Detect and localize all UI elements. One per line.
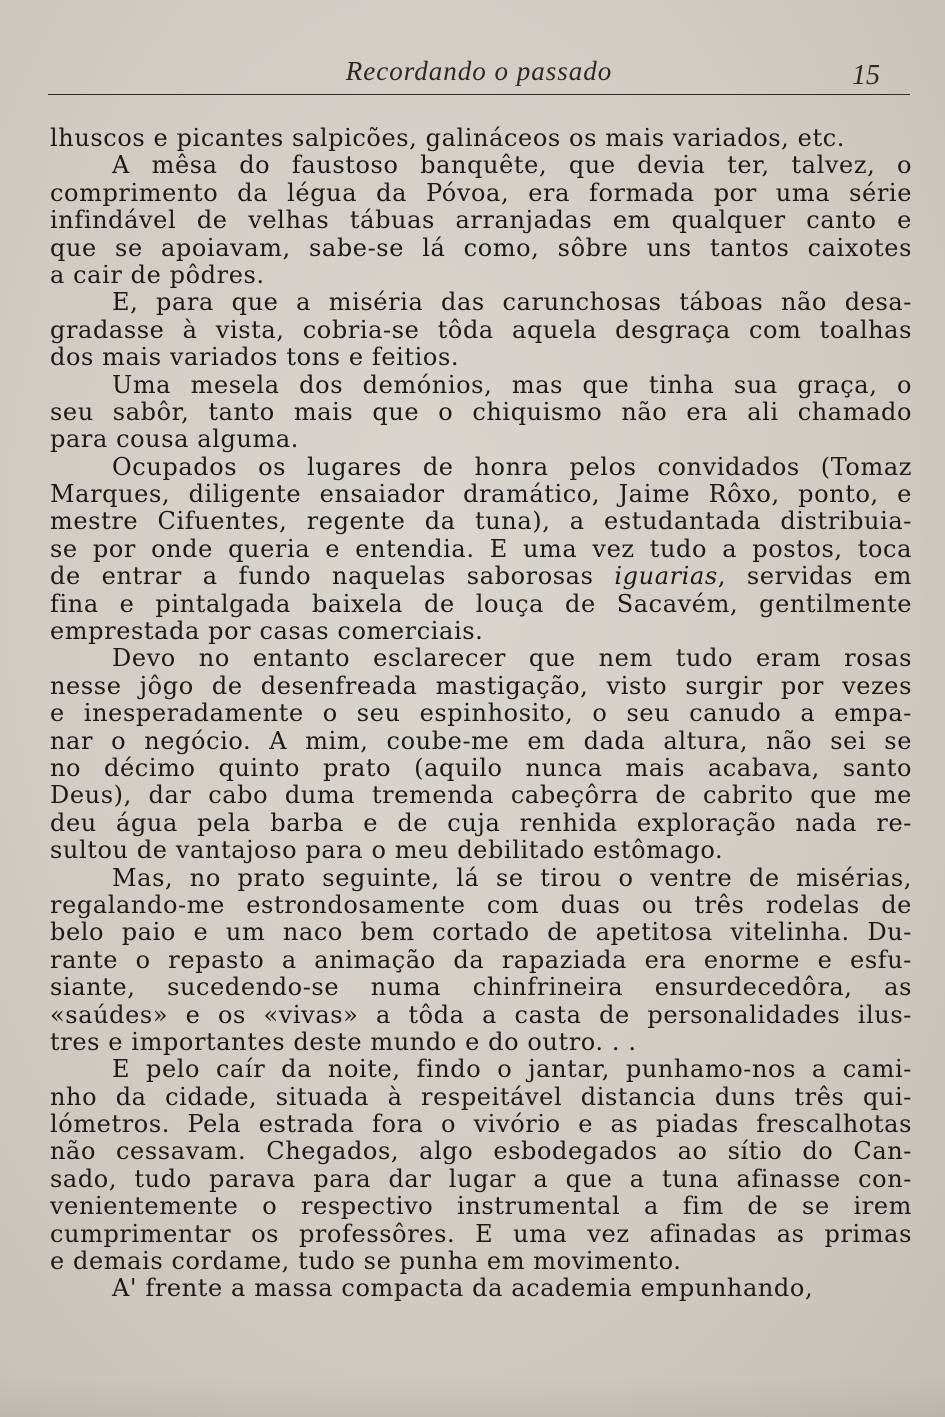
text-line: comprimento da légua da Póvoa, era formada por uma série — [50, 178, 912, 207]
paragraph — [50, 152, 912, 289]
text-line: E pelo caír da noite, findo o jantar, punhamo-nos a cami- — [112, 1055, 912, 1084]
text-line: deu água pela barba e de cuja renhida exploração nada re- — [50, 808, 912, 837]
text-line: a cair de pôdres. — [50, 260, 265, 289]
text-line: de entrar a fundo naquelas saborosas iguarias, servidas em — [50, 562, 912, 591]
text-line: Devo no entanto esclarecer que nem tudo eram rosas — [112, 644, 912, 673]
text-line: gradasse à vista, cobria-se tôda aquela desgraça com toalhas — [50, 315, 912, 344]
text-line: rante o repasto a animação da rapaziada era enorme e esfu- — [50, 945, 912, 974]
paragraph — [50, 454, 912, 646]
text-line: lómetros. Pela estrada fora o vivório e as piadas frescalhotas — [50, 1110, 912, 1139]
text-line: fina e pintalgada baixela de louça de Sacavém, gentilmente — [50, 589, 912, 618]
text-line: Marques, diligente ensaiador dramático, Jaime Rôxo, ponto, e — [50, 480, 912, 509]
paragraph — [50, 865, 912, 1057]
paragraph — [50, 289, 912, 371]
text-line: não cessavam. Chegados, algo esbodegados ao sítio do Can- — [50, 1137, 912, 1166]
text-line: Uma mesela dos demónios, mas que tinha sua graça, o — [112, 370, 912, 399]
text-line: «saúdes» e os «vivas» a tôda a casta de personalidades ilus- — [50, 1000, 912, 1029]
text-line: nar o negócio. A mim, coube-me em dada altura, não sei se — [50, 726, 912, 755]
text-line: nesse jôgo de desenfreada mastigação, visto surgir por vezes — [50, 671, 912, 700]
paragraph — [50, 1056, 912, 1275]
text-line: seu sabôr, tanto mais que o chiquismo não era ali chamado — [50, 397, 912, 426]
page-header — [48, 50, 910, 100]
text-line: Deus), dar cabo duma tremenda cabeçôrra de cabrito que me — [50, 781, 912, 810]
text-line: belo paio e um naco bem cortado de apetitosa vitelinha. Du- — [50, 918, 912, 947]
bleed-through-shadow — [0, 1377, 945, 1417]
body-text — [50, 125, 912, 1303]
text-line: Ocupados os lugares de honra pelos convidados (Tomaz — [112, 452, 912, 481]
text-line: A mêsa do faustoso banquête, que devia ter, talvez, o — [112, 151, 912, 180]
text-line: cumprimentar os professôres. E uma vez afinadas as primas — [50, 1219, 912, 1248]
running-title: Recordando o passado — [345, 56, 613, 86]
text-line: regalando-me estrondosamente com duas ou três rodelas de — [50, 890, 912, 919]
paragraph — [50, 372, 912, 454]
text-line: se por onde queria e entendia. E uma vez tudo a postos, toca — [50, 534, 912, 563]
text-line: lhuscos e picantes salpicões, galináceos os mais variados, etc. — [50, 124, 845, 152]
italic-word: iguarias — [614, 562, 718, 591]
text-line: sultou de vantajoso para o meu debilitado estômago. — [50, 836, 724, 865]
text-line: infindável de velhas tábuas arranjadas em qualquer canto e — [50, 206, 912, 235]
text-line: venientemente o respectivo instrumental a fim de se irem — [50, 1192, 912, 1221]
header-rule — [48, 94, 910, 95]
text-line: emprestada por casas comerciais. — [50, 617, 484, 646]
text-line: siante, sucedendo-se numa chinfrineira ensurdecedôra, as — [50, 973, 912, 1002]
text-line: mestre Cifuentes, regente da tuna), a estudantada distribuia- — [50, 507, 912, 536]
text-line: Mas, no prato seguinte, lá se tirou o ventre de misérias, — [112, 863, 912, 892]
paragraph — [50, 125, 912, 152]
text-line: sado, tudo parava para dar lugar a que a tuna afinasse con- — [50, 1164, 912, 1193]
text-line: dos mais variados tons e feitios. — [50, 343, 460, 372]
text-line: para cousa alguma. — [50, 425, 299, 454]
text-line: A' frente a massa compacta da academia empunhando, — [112, 1274, 814, 1303]
text-line: nho da cidade, situada à respeitável distancia duns três qui- — [50, 1082, 912, 1111]
paragraph — [50, 1275, 912, 1302]
text-line: e demais cordame, tudo se punha em movimento. — [50, 1247, 682, 1276]
text-line: E, para que a miséria das carunchosas táboas não desa- — [112, 288, 912, 317]
paragraph — [50, 645, 912, 864]
text-line: e inesperadamente o seu espinhosito, o seu canudo a empa- — [50, 699, 912, 728]
page-number: 15 — [852, 60, 880, 91]
text-line: tres e importantes deste mundo e do outro. . . — [50, 1027, 637, 1056]
text-line: que se apoiavam, sabe-se lá como, sôbre uns tantos caixotes — [50, 233, 912, 262]
text-line: no décimo quinto prato (aquilo nunca mais acabava, santo — [50, 753, 912, 782]
